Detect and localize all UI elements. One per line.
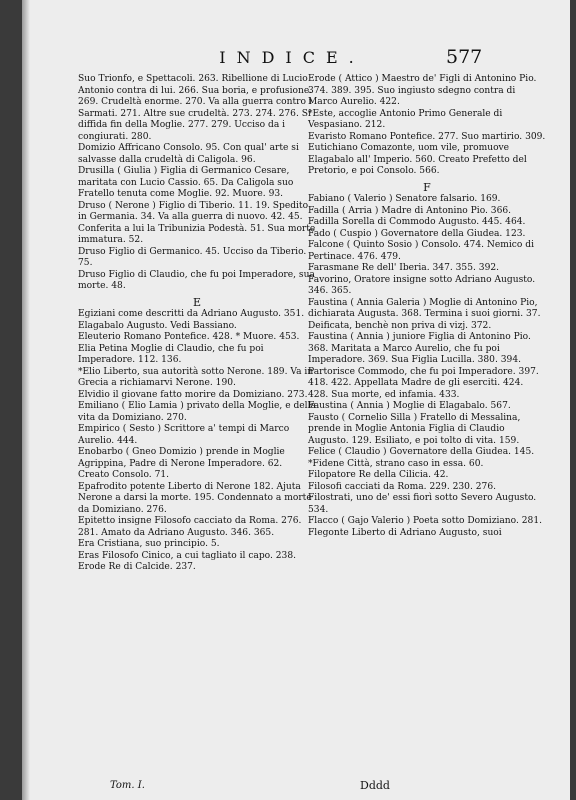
page-number: 577 (446, 46, 483, 68)
index-entry: Faustina ( Annia Galeria ) Moglie di Antonino Pio, dichiarata Augusta. 368. Termina i suoi giorni. 37. Deificata, benchè non priva di vizj. 372. (308, 297, 541, 331)
index-entry: Druso Figlio di Germanico. 45. Ucciso da Tiberio. 75. (78, 246, 307, 268)
signature-mark: Dddd (360, 779, 390, 792)
index-entry: Fausto ( Cornelio Silla ) Fratello di Messalina, prende in Moglie Antonia Figlia di Claudio Augusto. 129. Esiliato, e poi tolto di vita. 159. (308, 412, 521, 446)
index-entry: Empirico ( Sesto ) Scrittore a' tempi di Marco Aurelio. 444. (78, 424, 290, 446)
volume-mark: Tom. I. (110, 780, 145, 791)
index-entry: Enobarbo ( Gneo Domizio ) prende in Moglie Agrippina, Padre di Nerone Imperadore. 62. Creato Consolo. 71. (78, 447, 285, 480)
running-header: INDICE. (219, 48, 365, 67)
index-entry: Elia Petina Moglie di Claudio, che fu poi Imperadore. 112. 136. (78, 343, 264, 365)
section-letter-f: F (423, 180, 431, 194)
binding-shadow (22, 0, 30, 800)
index-entry: Suo Trionfo, e Spettacoli. 263. Ribellione di Lucio Antonio contra di lui. 266. Sua boria, e profusione. 269. Crudeltà enorme. 270. Va alla guerra contro i Sarmati. 271. Altre sue crudeltà. 273. 274. 276. Si diffida fin della Moglie. 277. 279. Ucciso da i congiurati. 280. (78, 74, 313, 142)
index-entry: Eleuterio Romano Pontefice. 428. * Muore. 453. (78, 332, 300, 342)
index-entry: Druso Figlio di Claudio, che fu poi Imperadore, sua morte. 48. (78, 269, 315, 291)
index-entry: Fado ( Cuspio ) Governatore della Giudea. 123. (308, 228, 526, 239)
index-entry: Farasmane Re dell' Iberia. 347. 355. 392. (308, 263, 500, 273)
index-entry: Eutichiano Comazonte, uom vile, promuove Elagabalo all' Imperio. 560. Creato Prefetto del Pretorio, e poi Consolo. 566. (308, 143, 527, 176)
book-page (22, 0, 570, 800)
index-entry: Evaristo Romano Pontefice. 277. Suo martirio. 309. (308, 131, 546, 142)
index-entry: Fabiano ( Valerio ) Senatore falsario. 169. (308, 194, 501, 204)
index-entry: Filopatore Re della Cilicia. 42. (308, 470, 449, 480)
index-entry: Emiliano ( Elio Lamia ) privato della Moglie, e della vita da Domiziano. 270. (78, 401, 316, 423)
index-entry: *Este, accoglie Antonio Primo Generale di Vespasiano. 212. (308, 108, 503, 130)
index-entry: Flegonte Liberto di Adriano Augusto, suoi (308, 527, 502, 538)
index-entry: Epitetto insigne Filosofo cacciato da Roma. 276. 281. Amato da Adriano Augusto. 346. 365. (78, 516, 302, 538)
index-entry: Elagabalo Augusto. Vedi Bassiano. (78, 320, 237, 331)
index-entry: Fadilla ( Arria ) Madre di Antonino Pio. 366. (308, 205, 512, 216)
index-entry: Filostrati, uno de' essi fiorì sotto Severo Augusto. 534. (308, 493, 537, 515)
index-entry: *Fidene Città, strano caso in essa. 60. (308, 458, 484, 469)
index-entry: Elvidio il giovane fatto morire da Domiziano. 273. (78, 389, 308, 400)
index-entry: Faustina ( Annia ) Moglie di Elagabalo. 567. (308, 401, 511, 411)
left-column (78, 74, 316, 574)
index-entry: Druso ( Nerone ) Figlio di Tiberio. 11. 19. Spedito in Germania. 34. Va alla guerra di nuovo. 42. 45. Conferita a lui la Tribunizia Podestà. 51. Sua morte immatura. 52. (78, 200, 316, 245)
section-letter-e: E (192, 295, 202, 309)
index-entry: Favorino, Oratore insigne sotto Adriano Augusto. 346. 365. (308, 274, 536, 296)
index-entry: Filosofi cacciati da Roma. 229. 230. 276. (308, 481, 496, 492)
index-entry: Fadilla Sorella di Commodo Augusto. 445. 464. (308, 217, 526, 227)
index-entry: Erode Re di Calcide. 237. (78, 562, 196, 572)
index-entry: Faustina ( Annia ) juniore Figlia di Antonino Pio. 368. Maritata a Marco Aurelio, che fu poi Imperadore. 369. Sua Figlia Lucilla. 380. 394. Partorisce Commodo, che fu poi Imperadore. 397. 418. 422. Appellata Madre de gli eserciti. 424. 428. Sua morte, ed infamia. 433. (308, 332, 539, 400)
index-entry: Felice ( Claudio ) Governatore della Giudea. 145. (308, 447, 535, 457)
index-entry: Falcone ( Quinto Sosio ) Consolo. 474. Nemico di Pertinace. 476. 479. (308, 240, 534, 262)
index-entry: Drusilla ( Giulia ) Figlia di Germanico Cesare, maritata con Lucio Cassio. 65. Da Caligola suo Fratello tenuta come Moglie. 92. Muore. 93. (78, 166, 294, 199)
index-entry: *Elio Liberto, sua autorità sotto Nerone. 189. Va in Grecia a richiamarvi Nerone. 190. (78, 366, 314, 388)
index-entry: Flacco ( Gajo Valerio ) Poeta sotto Domiziano. 281. (308, 516, 543, 526)
index-entry: Egiziani come descritti da Adriano Augusto. 351. (78, 309, 305, 319)
index-entry: Eras Filosofo Cinico, a cui tagliato il capo. 238. (78, 550, 297, 561)
right-column (308, 74, 546, 539)
index-entry: Domizio Affricano Consolo. 95. Con qual' arte si salvasse dalla crudeltà di Caligola. 96. (78, 143, 299, 165)
index-entry: Erode ( Attico ) Maestro de' Figli di Antonino Pio. 374. 389. 395. Suo ingiusto sdegno contra di Marco Aurelio. 422. (308, 74, 537, 107)
index-entry: Era Cristiana, suo principio. 5. (78, 539, 220, 549)
index-entry: Epafrodito potente Liberto di Nerone 182. Ajuta Nerone a darsi la morte. 195. Condennato a morte da Domiziano. 276. (78, 481, 312, 515)
